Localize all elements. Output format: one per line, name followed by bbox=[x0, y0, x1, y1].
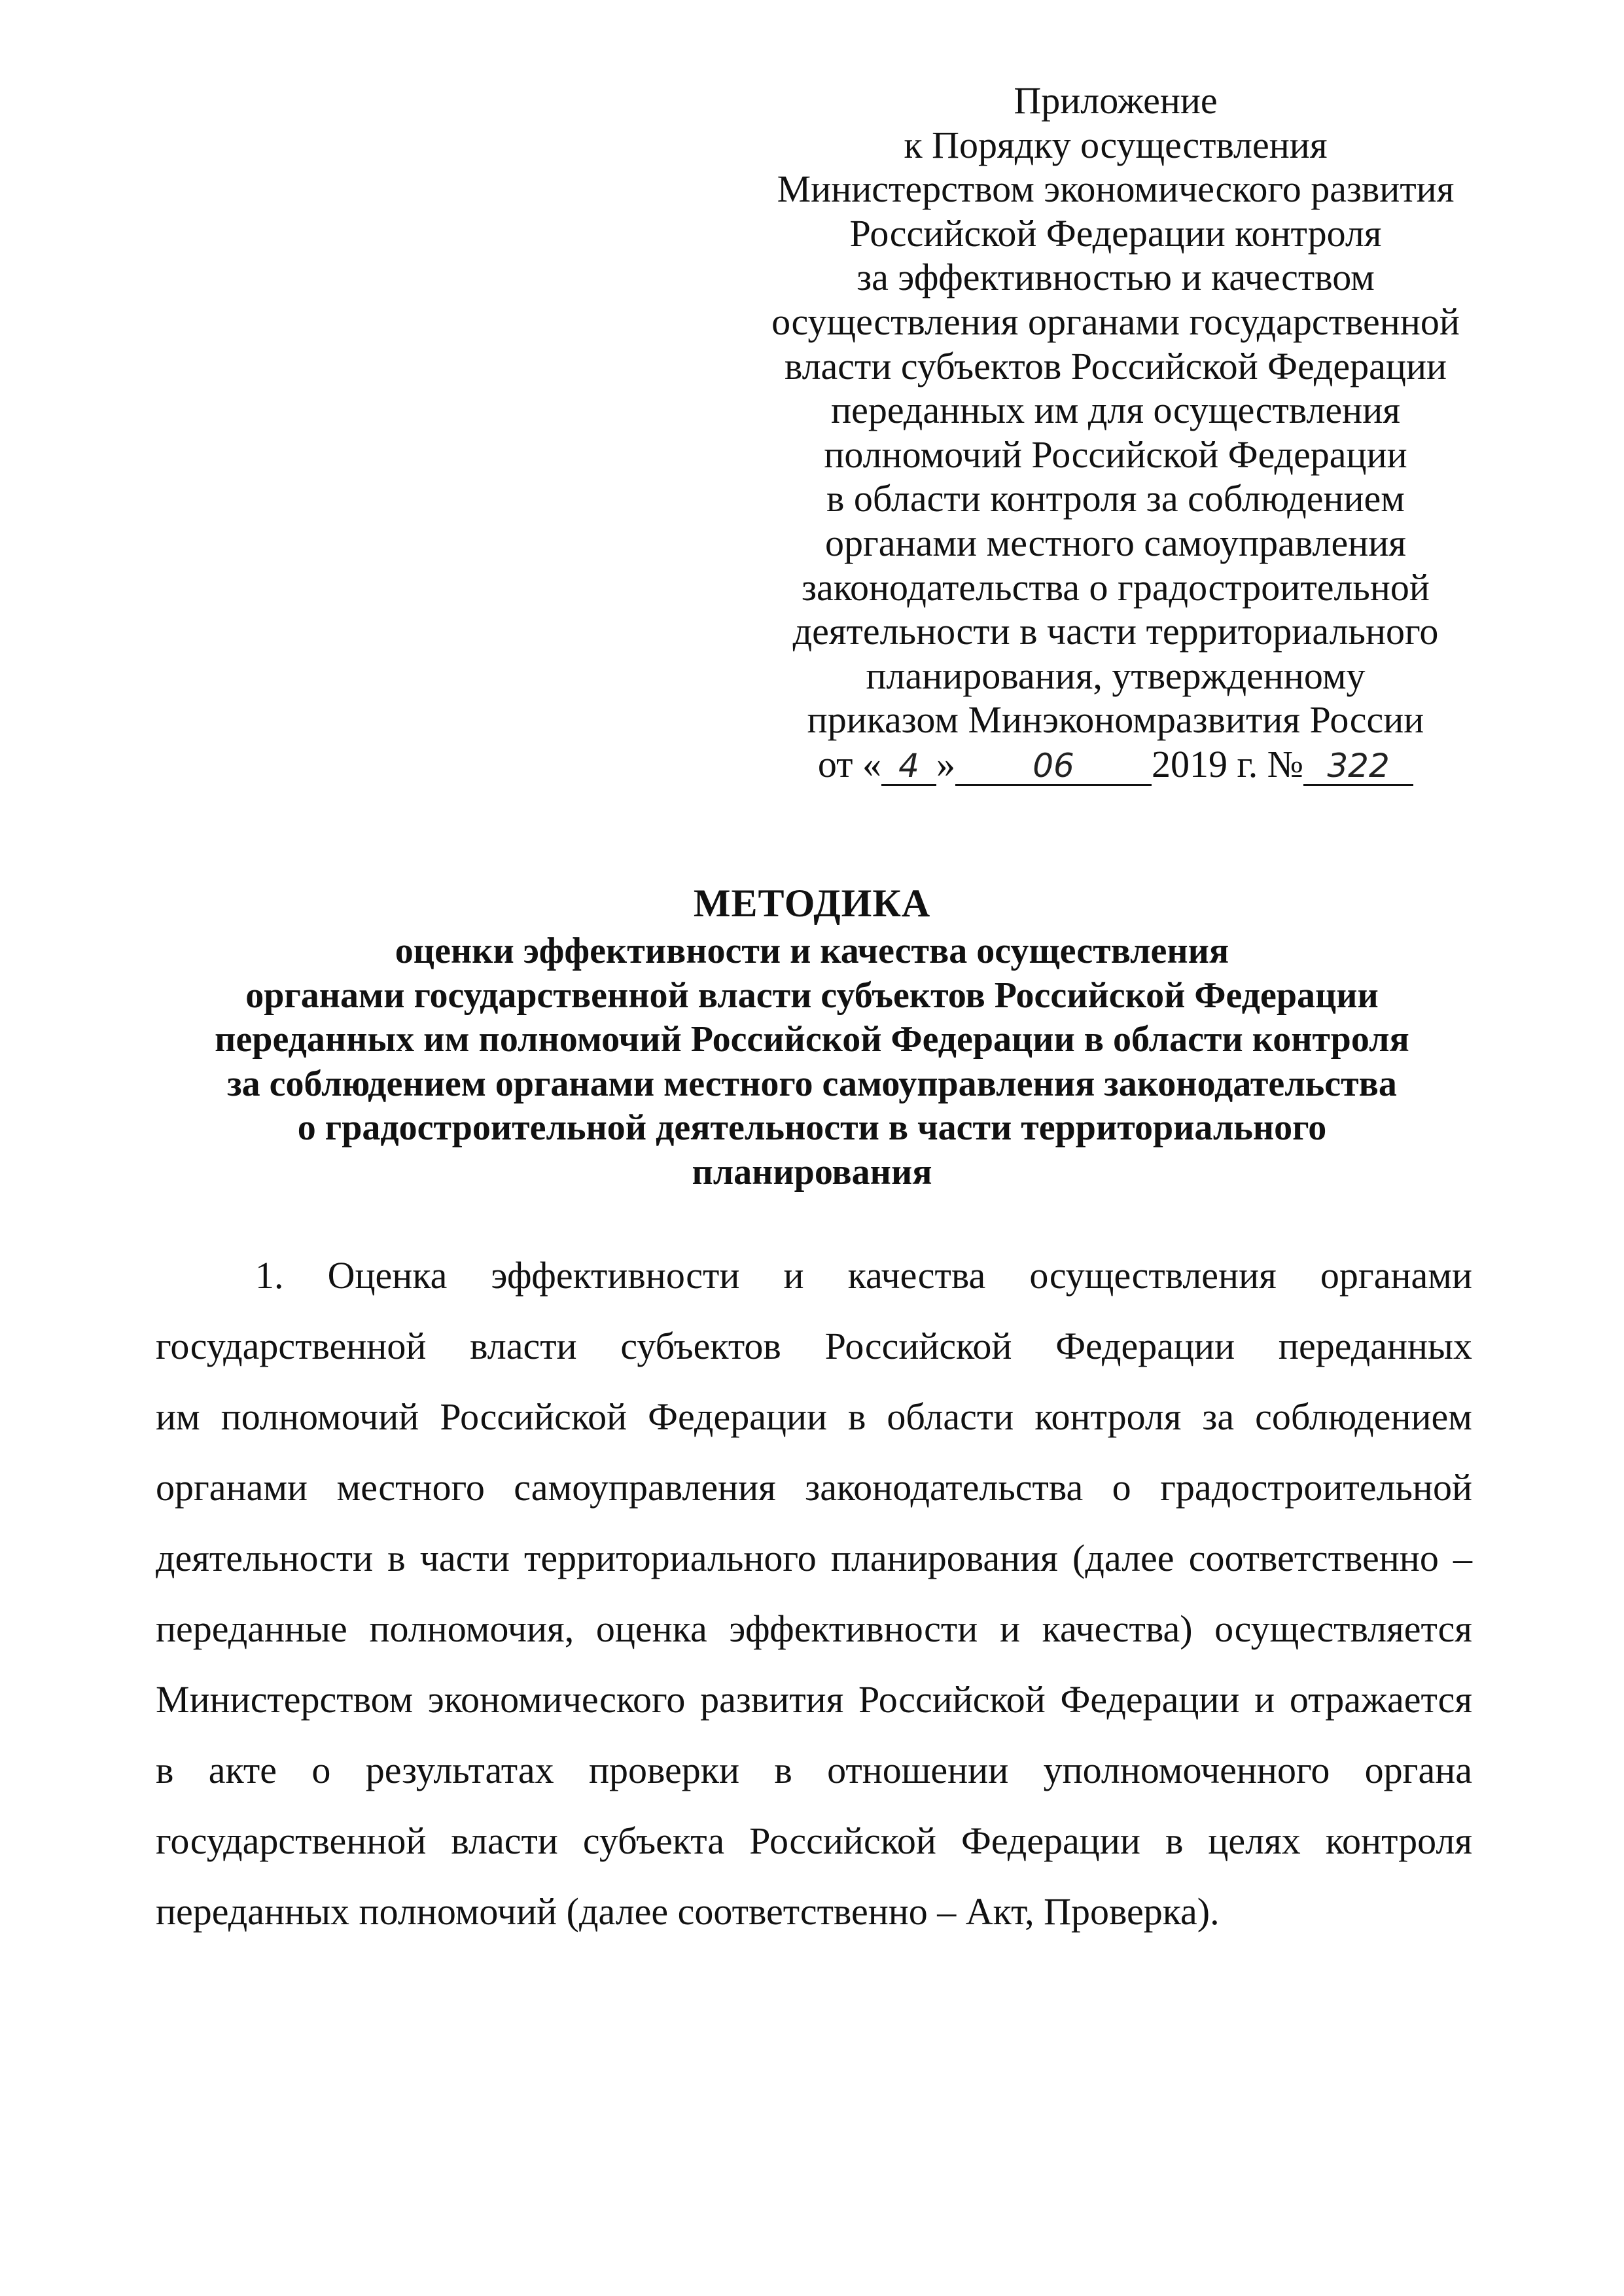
appendix-line: деятельности в части территориального bbox=[792, 610, 1439, 653]
paragraph-1 bbox=[156, 1240, 1472, 1947]
appendix-line: переданных им для осуществления bbox=[831, 389, 1400, 432]
paragraph-line: в акте о результатах проверки в отношении уполномоченного органа bbox=[156, 1749, 1472, 1791]
title-line: органами государственной власти субъектов Российской Федерации bbox=[245, 975, 1379, 1016]
appendix-line: органами местного самоуправления bbox=[825, 521, 1406, 564]
paragraph-line: им полномочий Российской Федерации в области контроля за соблюдением bbox=[156, 1395, 1472, 1438]
title-line: за соблюдением органами местного самоуправления законодательства bbox=[227, 1063, 1397, 1104]
paragraph-line: государственной власти субъекта Российской Федерации в целях контроля bbox=[156, 1820, 1472, 1862]
date-prefix: от « bbox=[817, 742, 881, 785]
date-year: 2019 г. № bbox=[1152, 742, 1304, 785]
appendix-line: власти субъектов Российской Федерации bbox=[784, 344, 1447, 387]
paragraph-line: органами местного самоуправления законодательства о градостроительной bbox=[156, 1466, 1472, 1509]
appendix-line: Приложение bbox=[1014, 79, 1218, 122]
appendix-date-line bbox=[752, 742, 1479, 787]
handwritten-order-number: 322 bbox=[1303, 747, 1413, 786]
appendix-line: осуществления органами государственной bbox=[771, 300, 1460, 343]
appendix-line: Министерством экономического развития bbox=[777, 168, 1455, 211]
title-line: оценки эффективности и качества осуществления bbox=[395, 931, 1229, 971]
appendix-line: законодательства о градостроительной bbox=[802, 565, 1430, 609]
handwritten-day: 4 bbox=[881, 747, 936, 786]
appendix-line: приказом Минэкономразвития России bbox=[807, 698, 1424, 742]
title-main: МЕТОДИКА bbox=[693, 882, 931, 925]
appendix-line: в области контроля за соблюдением bbox=[826, 477, 1405, 520]
paragraph-line: Министерством экономического развития Российской Федерации и отражается bbox=[156, 1678, 1472, 1721]
appendix-line: полномочий Российской Федерации bbox=[824, 433, 1407, 476]
paragraph-line: переданных полномочий (далее соответственно – Акт, Проверка). bbox=[156, 1890, 1220, 1933]
order-date bbox=[818, 742, 1413, 787]
document-title bbox=[150, 877, 1474, 1194]
title-line: планирования bbox=[692, 1151, 932, 1193]
title-line: о градостроительной деятельности в части территориального bbox=[297, 1107, 1327, 1148]
paragraph-line: деятельности в части территориального планирования (далее соответственно – bbox=[156, 1537, 1472, 1579]
title-line: переданных им полномочий Российской Федерации в области контроля bbox=[215, 1019, 1409, 1060]
appendix-line: за эффективностью и качеством bbox=[856, 256, 1375, 299]
date-quote-close: » bbox=[936, 742, 955, 785]
paragraph-line: государственной власти субъектов Российской Федерации переданных bbox=[156, 1325, 1472, 1367]
paragraph-line: переданные полномочия, оценка эффективности и качества) осуществляется bbox=[156, 1607, 1472, 1650]
handwritten-month: 06 bbox=[955, 747, 1152, 786]
paragraph-line: 1. Оценка эффективности и качества осуществления органами bbox=[255, 1254, 1472, 1297]
appendix-line: планирования, утвержденному bbox=[866, 654, 1366, 697]
appendix-header bbox=[752, 79, 1479, 787]
appendix-line: Российской Федерации контроля bbox=[849, 211, 1382, 255]
appendix-line: к Порядку осуществления bbox=[904, 123, 1328, 166]
